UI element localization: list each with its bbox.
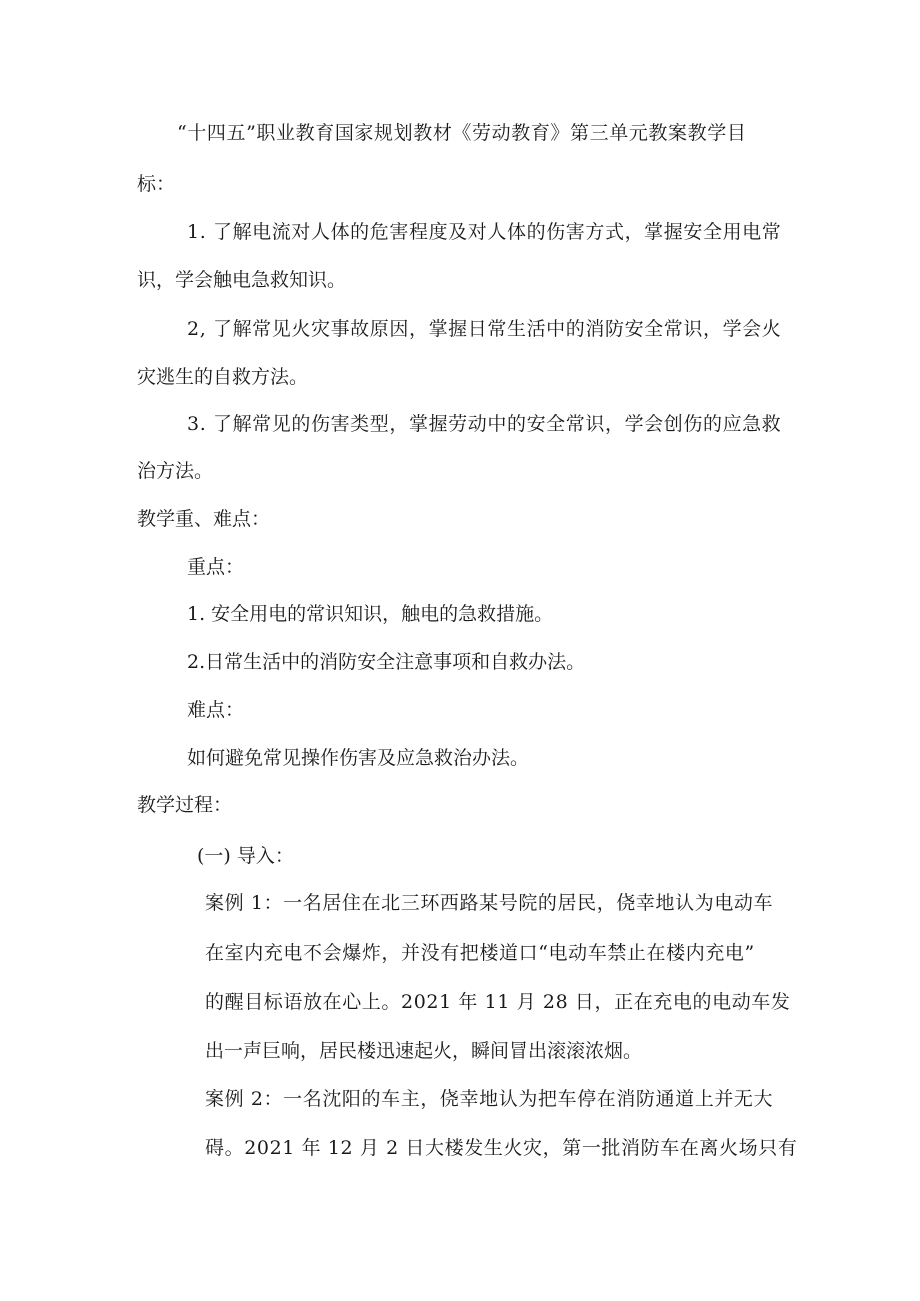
intro-heading: (一) 导入： [197,845,294,867]
objective-1-line-2: 识，学会触电急救知识。 [137,269,347,291]
document-title-line-1: “十四五”职业教育国家规划教材《劳动教育》第三单元教案教学目 [177,122,747,144]
case-1-line: 案例 1：一名居住在北三环西路某号院的居民，侥幸地认为电动车 [205,892,774,914]
key-difficult-heading: 教学重、难点： [137,508,271,530]
case-2-line: 碍。2021 年 12 月 2 日大楼发生火灾，第一批消防车在离火场只有 [205,1137,798,1159]
case-2-line: 案例 2：一名沈阳的车主，侥幸地认为把车停在消防通道上并无大 [205,1088,774,1110]
objective-2-line-2: 灾逃生的自救方法。 [137,366,309,388]
case-1-line: 出一声巨响，居民楼迅速起火，瞬间冒出滚滚浓烟。 [205,1040,643,1062]
difficult-label: 难点： [187,699,245,721]
case-1-line: 的醒目标语放在心上。2021 年 11 月 28 日，正在充电的电动车发 [205,991,791,1013]
difficult-text: 如何避免常见操作伤害及应急救治办法。 [187,747,530,769]
key-point-item: 1. 安全用电的常识知识，触电的急救措施。 [187,603,554,625]
case-1-line: 在室内充电不会爆炸，并没有把楼道口“电动车禁止在楼内充电” [205,942,755,964]
objective-2-line-1: 2, 了解常见火灾事故原因，掌握日常生活中的消防安全常识，学会火 [187,318,782,340]
objective-1-line-1: 1. 了解电流对人体的危害程度及对人体的伤害方式，掌握安全用电常 [187,221,782,243]
document-title-line-2: 标： [137,173,176,195]
key-points-label: 重点： [187,556,245,578]
key-point-item: 2.日常生活中的消防安全注意事项和自救办法。 [187,651,586,673]
process-heading: 教学过程： [137,794,233,816]
objective-3-line-2: 治方法。 [137,460,214,482]
objective-3-line-1: 3. 了解常见的伤害类型，掌握劳动中的安全常识，学会创伤的应急救 [187,413,782,435]
